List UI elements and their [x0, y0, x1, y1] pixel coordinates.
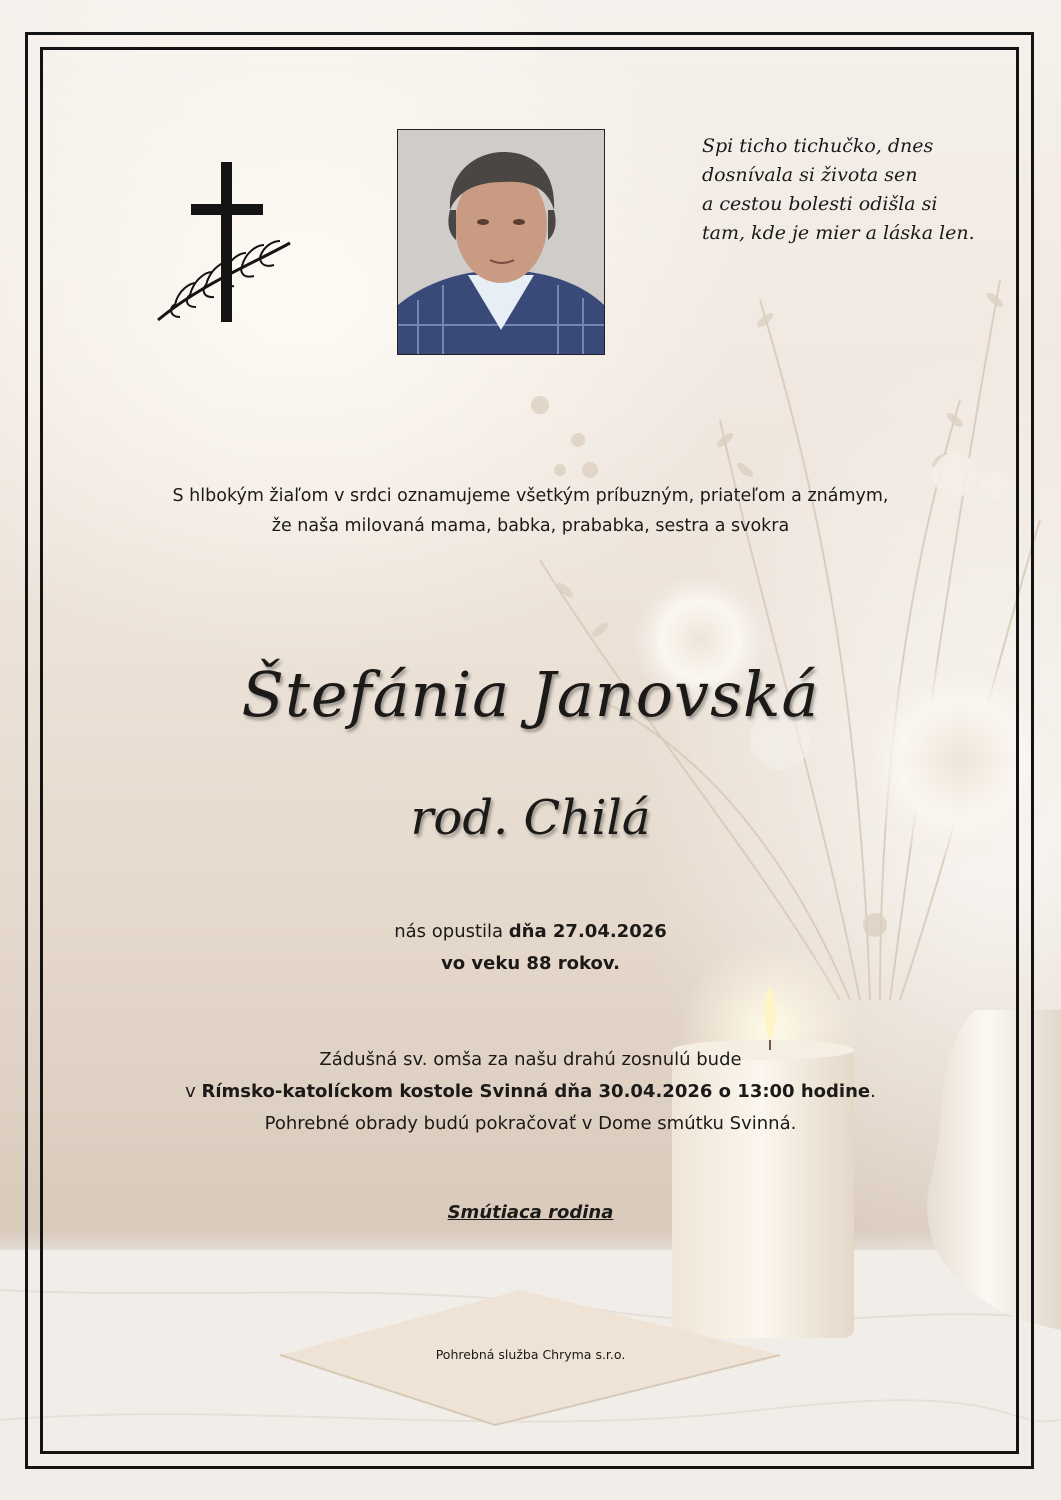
funeral-line-3: Pohrebné obrady budú pokračovať v Dome smútku Svinná.	[264, 1113, 797, 1134]
announcement	[0, 481, 1061, 541]
age: vo veku 88 rokov.	[441, 953, 620, 974]
funeral-line-2-prefix: v	[185, 1081, 202, 1102]
poem-line: dosnívala si života sen	[702, 164, 918, 186]
signature: Smútiaca rodina	[447, 1202, 614, 1223]
death-date-line	[0, 916, 1061, 948]
age-line	[0, 948, 1061, 980]
announcement-line: S hlbokým žiaľom v srdci oznamujeme všetkým príbuzným, priateľom a známym,	[172, 486, 889, 506]
poem-line: Spi ticho tichučko, dnes	[702, 135, 934, 157]
funeral-info	[0, 1044, 1061, 1140]
death-prefix: nás opustila	[394, 921, 509, 942]
poem-line: a cestou bolesti odišla si	[702, 193, 938, 215]
portrait-photo	[397, 129, 605, 355]
funeral-location-time: Rímsko-katolíckom kostole Svinná dňa 30.04.2026 o 13:00 hodine	[201, 1081, 871, 1102]
funeral-company: Pohrebná služba Chryma s.r.o.	[435, 1347, 626, 1362]
poem-line: tam, kde je mier a láska len.	[702, 222, 975, 244]
funeral-line-2-suffix: .	[870, 1081, 876, 1102]
portrait-image	[398, 130, 604, 354]
funeral-line-2	[0, 1076, 1061, 1108]
deceased-name: Štefánia Janovská	[241, 658, 820, 731]
death-date: dňa 27.04.2026	[508, 921, 667, 942]
poem	[702, 132, 1002, 248]
cross-with-palm-icon	[150, 155, 300, 330]
maiden-name: rod. Chilá	[410, 790, 651, 846]
announcement-line: že naša milovaná mama, babka, prababka, sestra a svokra	[271, 516, 790, 536]
funeral-line-1: Zádušná sv. omša za našu drahú zosnulú bude	[319, 1049, 742, 1070]
death-info	[0, 916, 1061, 980]
